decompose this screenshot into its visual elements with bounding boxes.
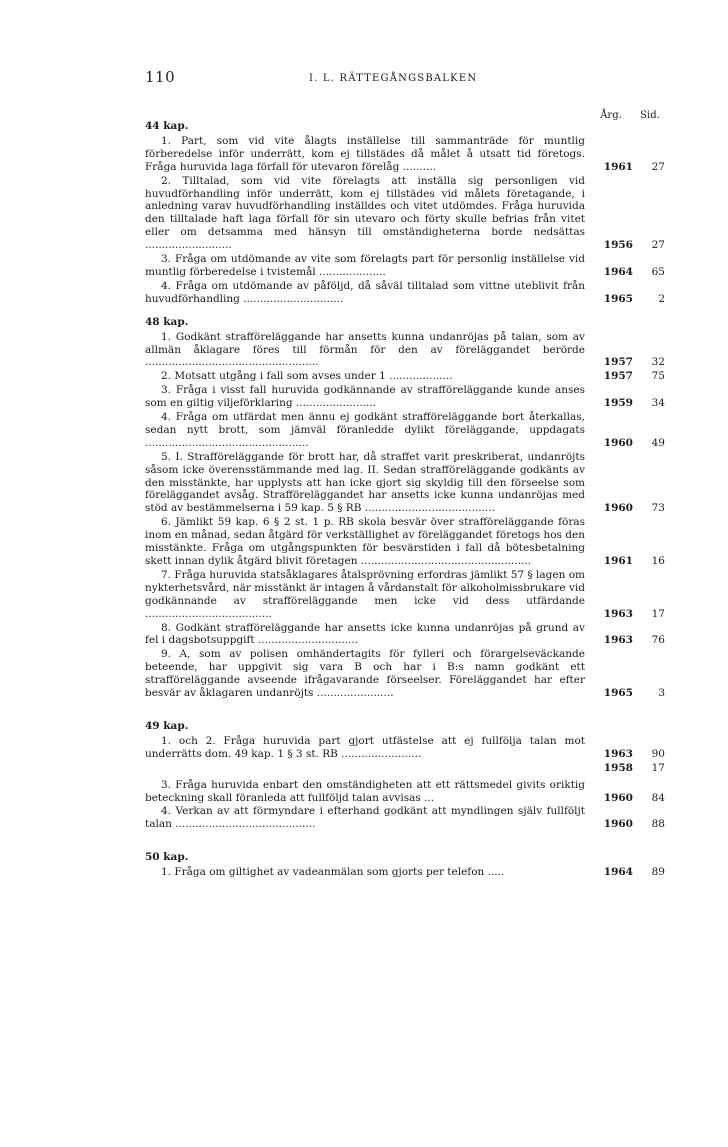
index-entry: [145, 569, 665, 621]
entry-page: 27: [651, 239, 665, 252]
entry-page: 17: [651, 761, 665, 774]
entry-text: 5. I. Strafföreläggande för brott har, då straffet varit preskriberat, undanröjts såsom icke överensstämmande med lag. II. Sedan strafföreläggande godkänts av den misstänkte, har upplysts att han icke gjort sig skyldig till den förseelse som föreläggandet avsåg. Strafföreläggandet har ansetts icke kunna undanröjas med stöd av bestämmelserna i 59 kap. 5 § RB .......................................: [145, 450, 585, 515]
entry-year: 1965: [603, 292, 633, 305]
index-entry: [145, 411, 665, 450]
index-entry-extra-ref: [145, 762, 665, 775]
entry-page: 49: [651, 436, 665, 449]
entry-year: 1957: [603, 356, 633, 369]
index-entry: [145, 280, 665, 306]
entry-page: 73: [651, 502, 665, 515]
index-entry: [145, 175, 665, 252]
entry-year: 1963: [603, 634, 633, 647]
entry-page: 27: [651, 160, 665, 173]
entry-year: 1956: [603, 239, 633, 252]
index-entry: [145, 648, 665, 700]
entry-text: 1. Fråga om giltighet av vadeanmälan som gjorts per telefon .....: [161, 866, 505, 879]
chapter-title: 49 kap.: [145, 719, 189, 732]
entry-page: 84: [651, 791, 665, 804]
column-header-year: Årg.: [600, 110, 622, 121]
entry-year: 1961: [603, 555, 633, 567]
index-entry: [145, 331, 665, 370]
chapter-title: 48 kap.: [145, 315, 189, 328]
chapter-title: 44 kap.: [145, 120, 189, 132]
entry-page: 2: [658, 292, 665, 305]
running-head: I. L. RÄTTEGÅNGSBALKEN: [309, 73, 478, 84]
index-entry: [145, 384, 665, 410]
entry-year: 1963: [603, 747, 633, 760]
index-entry: [145, 866, 665, 879]
page-number: 110: [145, 68, 176, 86]
chapter-50: [145, 851, 665, 879]
index-entry: [145, 805, 665, 831]
chapter-44: [145, 120, 665, 306]
entry-text: 1. och 2. Fråga huruvida part gjort utfästelse att ej fullfölja talan mot underrätts dom. 49 kap. 1 § 3 st. RB ........................: [145, 734, 585, 760]
index-entry: [145, 622, 665, 648]
entry-page: 90: [651, 747, 665, 760]
entry-year: 1964: [603, 866, 633, 879]
entry-page: 17: [651, 607, 665, 620]
entry-year: 1960: [603, 818, 633, 831]
entry-text: 6. Jämlikt 59 kap. 6 § 2 st. 1 p. RB skola besvär över strafföreläggande föras inom en månad, sedan åtgärd för verkställighet av föreläggandet företogs hos den misstänkte. Fråga om utgångspunkten för besvärstiden i fall då bötesbetalning skett innan dylik åtgärd blivit företagen ...................................................: [145, 516, 585, 567]
entry-text: 2. Motsatt utgång i fall som avses under 1 ...................: [161, 370, 453, 383]
entry-year: 1960: [603, 502, 633, 515]
entry-year: 1958: [603, 761, 633, 774]
entry-page: 32: [651, 356, 665, 369]
entry-year: 1965: [603, 687, 633, 700]
entry-text: 3. Fråga i visst fall huruvida godkännande av strafföreläggande kunde anses som en giltig viljeförklaring ........................: [145, 384, 585, 410]
entry-text: 3. Fråga huruvida enbart den omständigheten att ett rättsmedel givits oriktig beteckning skall föranleda att fullföljd talan avvisas ...: [145, 778, 585, 804]
index-entry: [145, 516, 665, 568]
entry-page: 89: [651, 866, 665, 879]
entry-text: 8. Godkänt strafföreläggande har ansetts icke kunna undanröjas på grund av fel i dagsbotsuppgift ..............................: [145, 621, 585, 647]
entry-text: 3. Fråga om utdömande av vite som förelagts part för personlig inställelse vid muntlig förberedelse i tvistemål ....................: [145, 253, 585, 278]
entry-year: 1960: [603, 791, 633, 804]
entry-year: 1960: [603, 436, 633, 449]
entry-page: 34: [651, 397, 665, 410]
entry-text: 1. Godkänt strafföreläggande har ansetts kunna undanröjas på talan, som av allmän åklagare föres till förmån för den av föreläggandet berörde ....................................................: [145, 330, 585, 369]
entry-page: 3: [658, 687, 665, 700]
entry-page: 16: [651, 555, 665, 567]
entry-text: 4. Verkan av att förmyndare i efterhand godkänt att myndlingen själv fullföljt talan ..........................................: [145, 805, 585, 831]
index-content: [145, 120, 665, 880]
entry-text: 2. Tilltalad, som vid vite förelagts att inställa sig personligen vid huvudförhandling inför underrätt, kom ej tillstädes vid målets företagande, i anledning varav huvudförhandling inställdes och vitet utdömdes. Fråga huruvida den tilltalade haft laga förfall för sin utevaro och förty skulle befrias från vitet eller om detsamma med hänsyn till omständigheterna borde nedsättas ..........................: [145, 174, 585, 252]
column-header-page: Sid.: [640, 110, 660, 121]
entry-text: 7. Fråga huruvida statsåklagares åtalsprövning erfordras jämlikt 57 § lagen om nykterhetsvård, när misstänkt är intagen å vårdanstalt för alkoholmissbrukare vid godkännande av strafföreläggande men icke vid dess utfärdande ......................................: [145, 568, 585, 620]
entry-year: 1961: [603, 160, 633, 173]
entry-year: 1964: [603, 265, 633, 278]
chapter-title: 50 kap.: [145, 851, 189, 864]
entry-page: 75: [651, 370, 665, 383]
index-entry: [145, 370, 665, 383]
entry-text: 4. Fråga om utdömande av påföljd, då såväl tilltalad som vittne uteblivit från huvudförhandling ..............................: [145, 279, 585, 305]
entry-text: 4. Fråga om utfärdat men ännu ej godkänt strafföreläggande bort återkallas, sedan nytt brott, som jämväl föranledde dylikt föreläggande, uppdagats .................................................: [145, 411, 585, 449]
index-entry: [145, 779, 665, 805]
entry-year: 1959: [603, 397, 633, 410]
entry-year: 1957: [603, 370, 633, 383]
entry-text: 1. Part, som vid vite ålagts inställelse till sammanträde för muntlig förberedelse inför underrätt, kom ej tillstädes då målet å utsatt tid företogs. Fråga huruvida laga förfall för utevaron förelåg ..........: [145, 134, 585, 173]
entry-page: 88: [651, 818, 665, 831]
chapter-49: [145, 720, 665, 831]
chapter-48: [145, 316, 665, 700]
index-entry: [145, 451, 665, 516]
entry-page: 76: [651, 634, 665, 647]
entry-year: 1963: [603, 607, 633, 620]
entry-page: 65: [651, 265, 665, 278]
index-entry: [145, 135, 665, 174]
index-entry: [145, 735, 665, 761]
entry-text: 9. A, som av polisen omhändertagits för fylleri och förargelseväckande beteende, har uppgivit sig vara B och har i B:s namn godkänt ett strafföreläggande avseende ifrågavarande förseelser. Föreläggandet har efter besvär av åklagaren undanröjts .......................: [145, 648, 585, 700]
index-entry: [145, 253, 665, 279]
